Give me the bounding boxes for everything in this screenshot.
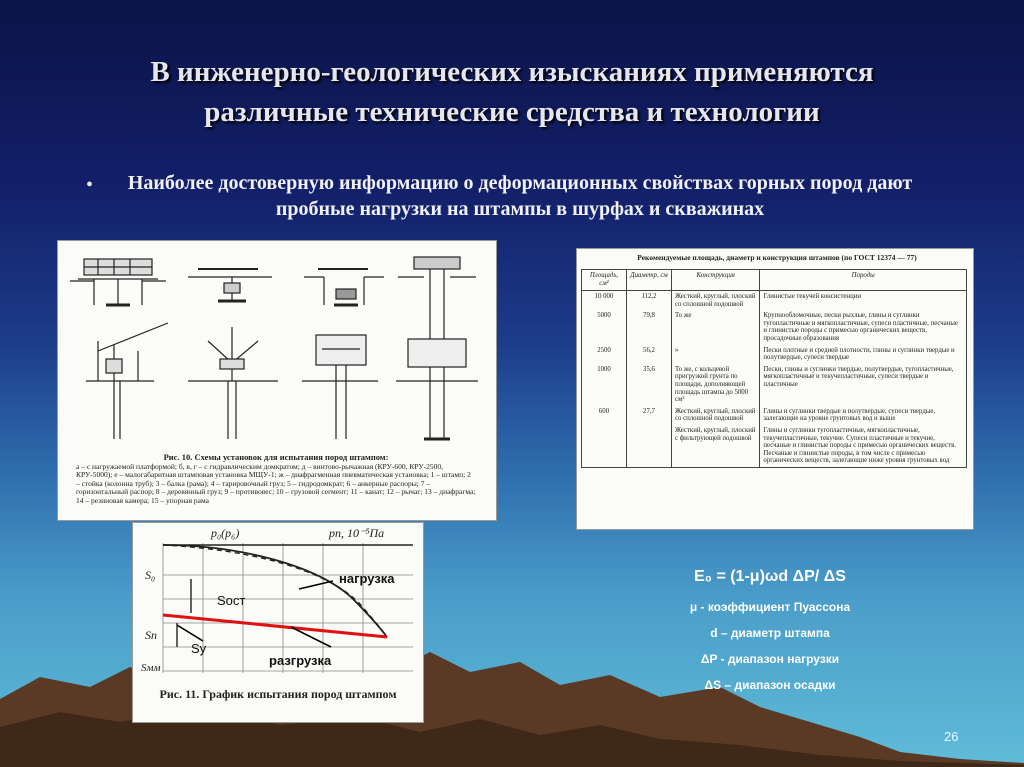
table-cell: 27,7 [627,406,672,425]
unload-label: разгрузка [269,653,332,668]
load-test-graph-panel [132,522,424,723]
table-cell: 2500 [582,345,627,364]
modulus-formula: E₀ = (1-μ)ωd ΔP/ ΔS [694,568,846,585]
table-cell: Глинистые текучей консистенции [760,291,967,311]
stamp-table-panel [576,248,974,530]
table-cell: 79,8 [627,310,672,344]
table-cell: » [672,345,760,364]
formula-definition: ΔS – диапазон осадки [704,678,836,692]
formula-block [640,568,900,698]
table-header-cell: Конструкция [672,270,760,291]
formula-definition: ΔP - диапазон нагрузки [700,652,840,666]
table-header-row [582,270,967,291]
table-cell: Глины и суглинки твердые и полутвердые, супеси твердые, залегающие на уровне грунтовых вод и выше [760,406,967,425]
table-cell: Жесткий, круглый, плоский с фильтрующей подошвой [672,425,760,467]
figure-11-caption: Рис. 11. График испытания пород штампом [159,687,397,701]
table-row [582,364,967,406]
table-cell [582,425,627,467]
table-row [582,425,967,467]
table-cell: Жесткий, круглый, плоский со сплошной подошвой [672,291,760,311]
table-header-cell: Породы [760,270,967,291]
s-y-arrow [177,625,203,641]
table-row [582,310,967,344]
table-title: Рекомендуемые площадь, диаметр и конструкция штампов (по ГОСТ 12374 — 77) [637,253,917,262]
table-cell: 112,2 [627,291,672,311]
table-row [582,345,967,364]
load-arrow [299,581,333,589]
load-test-graph [133,523,423,688]
figure-10-panel [57,240,497,521]
table-cell [627,425,672,467]
title-line-1: В инженерно-геологических изысканиях применяются [150,56,874,88]
p0-label: p₀(p₆) [211,526,240,540]
table-header-cell: Площадь, см² [582,270,627,291]
table-cell: Крупнообломочные, пески рыхлые, глины и суглинки тугопластичные и мягкопластичные, супеси пластичные, песчаные и глинистые породы с примесью органических веществ, просадочные образования [760,310,967,344]
table-cell: 5000 [582,310,627,344]
table-cell: 56,2 [627,345,672,364]
table-cell: 10 000 [582,291,627,311]
table-cell: 600 [582,406,627,425]
figure-10-caption [76,453,476,506]
table-cell: То же, с кольцевой пригрузкой грунта по площади, дополняющей площадь штампа до 5000 см² [672,364,760,406]
table-row [582,406,967,425]
unload-line [163,615,387,637]
table-cell: 1000 [582,364,627,406]
table-cell: То же [672,310,760,344]
slide-title [40,52,984,132]
formula-definition: μ - коэффициент Пуассона [689,600,851,614]
formula-definition: d – диаметр штампа [710,626,830,640]
table-cell: 35,6 [627,364,672,406]
s-y-label: Sу [191,641,207,656]
bullet-text: Наиболее достоверную информацию о деформационных свойствах горных пород дают пробные нагрузки на штампы в шурфах и скважинах [127,172,913,220]
smm-label: Sмм [141,662,161,674]
table-cell: Жесткий, круглый, плоский со сплошной подошвой [672,406,760,425]
load-label: нагрузка [339,571,395,586]
title-line-2: различные технические средства и технологии [204,96,820,128]
installation-schemes-drawing [58,241,496,451]
s-ost-label: Sост [217,593,246,608]
bullet-marker: • [86,174,94,196]
pn-label: pп, 10⁻⁵Па [329,526,385,540]
table-cell: Пески, глины и суглинки твердые, полутвердые, тугопластичные, мягкопластичные и текучепластичные, супеси твердые и пластичные [760,364,967,406]
figure-10-caption-body: а – с нагружаемой платформой; б, в, г – с гидравлическим домкратом; д – винтово-рычажная (КРУ-600, КРУ-2500, КРУ-5000); е – малогабаритная штамповая установка МЩУ-1; ж – диафрагменная пневматическая установка; 1 – штамп; 2 – стойка (колонна труб); 3 – балка (рама); 4 – тарировочный груз; 5 – гидродомкрат; 6 – анкерные распоры; 7 – горизонтальный распор; 8 – деревянный груз; 9 – противовес; 10 – грузовой сегмент; 11 – канат; 12 – рычаг; 13 – диафрагма; 14 – резиновая камера; 15 – упорная рама [76,461,476,505]
table-header-cell: Диаметр, см [627,270,672,291]
page-number: 26 [944,729,959,744]
table-cell: Пески плотные и средней плотности, глины и суглинки твердые и полутвердые, супеси твердые [760,345,967,364]
figure-10-caption-title: Рис. 10. Схемы установок для испытания пород штампом: [163,452,389,462]
stamp-table [581,269,967,468]
table-cell: Глины и суглинки тугопластичные, мягкопластичные, текучепластичные, текучие. Супеси пластичные и текучие, песчаные и глинистые породы с примесью органических веществ. Песчаные и глинистые породы, в том числе с примесью органических веществ, залегающие ниже уровня грунтовых вод [760,425,967,467]
table-row [582,291,967,311]
sn-label: Sп [145,628,157,642]
s0-label: S₀ [145,568,156,582]
